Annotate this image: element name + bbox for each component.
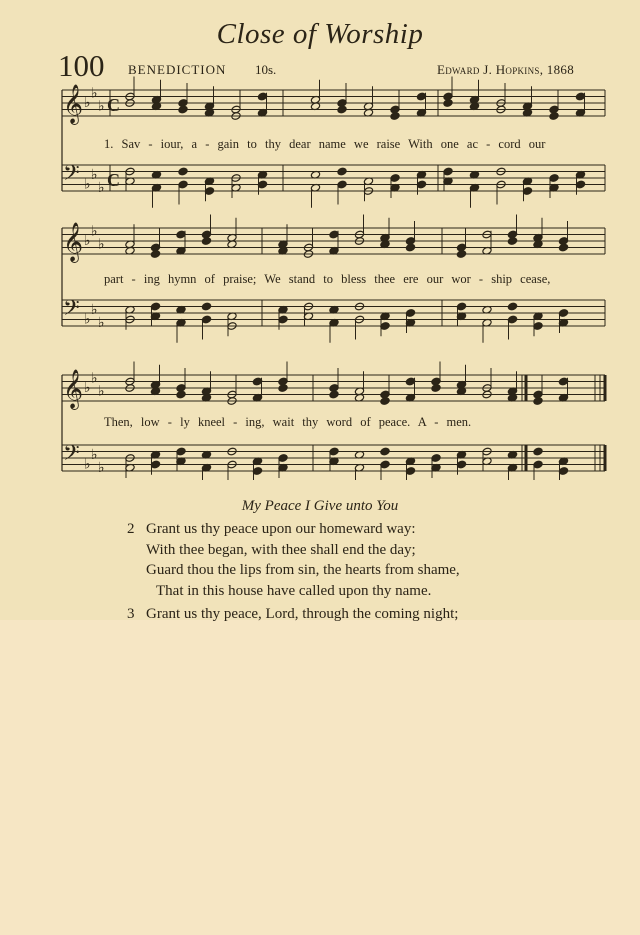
verse-3 [127, 604, 459, 625]
lyric-line-3: Then, low - ly kneel - ing, wait thy word of peace. A - men. [104, 415, 472, 429]
tune-name: BENEDICTION [128, 62, 227, 77]
verse-number: 2 [127, 521, 135, 537]
verse-2 [127, 519, 460, 601]
treble-clef-icon: 𝄞 [63, 222, 84, 262]
verse-line: Guard thou the lips from sin, the hearts from shame, [146, 562, 460, 578]
quarter-note [380, 447, 390, 456]
treble-clef-icon: 𝄞 [63, 84, 84, 124]
composer: Edward J. Hopkins, 1868 [436, 62, 574, 77]
quarter-note [278, 384, 288, 393]
quarter-note [337, 167, 347, 176]
treble-clef-icon: 𝄞 [63, 369, 84, 409]
flat-icon: ♭ [84, 456, 91, 473]
quarter-note [405, 243, 415, 252]
flat-icon: ♭ [98, 98, 105, 115]
lyric-line-1: 1. Sav - iour, a - gain to thy dear name we raise With one ac - cord our [104, 137, 546, 151]
time-signature-icon: C [107, 169, 120, 190]
quarter-note [456, 250, 466, 259]
quarter-note [507, 302, 517, 311]
flat-icon: ♭ [91, 223, 98, 240]
meter: 10s. [255, 62, 277, 77]
bass-clef-icon: 𝄢 [63, 296, 80, 326]
quarter-note [329, 390, 339, 399]
quarter-note [507, 237, 517, 246]
section-title: Close of Worship [216, 18, 424, 50]
hymn-number: 100 [58, 48, 105, 83]
flat-icon: ♭ [98, 179, 105, 196]
quarter-note [390, 112, 400, 121]
bass-clef-icon: 𝄢 [63, 161, 80, 191]
flat-icon: ♭ [98, 236, 105, 253]
verse-heading: My Peace I Give unto You [241, 498, 399, 514]
verse-line: With thee began, with thee shall end the day; [146, 541, 416, 558]
verse-number: 3 [127, 606, 135, 622]
flat-icon: ♭ [91, 85, 98, 102]
flat-icon: ♭ [91, 370, 98, 387]
flat-icon: ♭ [98, 383, 105, 400]
quarter-note [549, 112, 559, 121]
lyric-line-2: part - ing hymn of praise; We stand to bless thee ere our wor - ship cease, [104, 272, 551, 286]
quarter-note [431, 384, 441, 393]
quarter-note [337, 105, 347, 114]
quarter-note [201, 237, 211, 246]
quarter-note [150, 250, 160, 259]
lower-page-area [0, 620, 640, 935]
flat-icon: ♭ [91, 301, 98, 318]
flat-icon: ♭ [84, 95, 91, 111]
bass-clef-icon: 𝄢 [63, 441, 80, 471]
verse-line: Grant us thy peace, Lord, through the coming night; [146, 606, 459, 622]
quarter-note [380, 397, 390, 406]
flat-icon: ♭ [84, 176, 91, 193]
quarter-note [443, 99, 453, 108]
quarter-note [558, 243, 568, 252]
flat-icon: ♭ [91, 446, 98, 463]
flat-icon: ♭ [84, 380, 91, 396]
time-signature-icon: C [107, 94, 120, 115]
verse-line: Grant us thy peace upon our homeward way: [146, 521, 416, 537]
flat-icon: ♭ [84, 233, 91, 249]
quarter-note [176, 390, 186, 399]
quarter-note [533, 397, 543, 406]
quarter-note [178, 105, 188, 114]
flat-icon: ♭ [98, 314, 105, 331]
flat-icon: ♭ [98, 459, 105, 476]
verse-line: That in this house have called upon thy name. [156, 582, 432, 599]
quarter-note [201, 302, 211, 311]
flat-icon: ♭ [84, 311, 91, 328]
quarter-note [178, 167, 188, 176]
quarter-note [533, 447, 543, 456]
flat-icon: ♭ [91, 166, 98, 183]
